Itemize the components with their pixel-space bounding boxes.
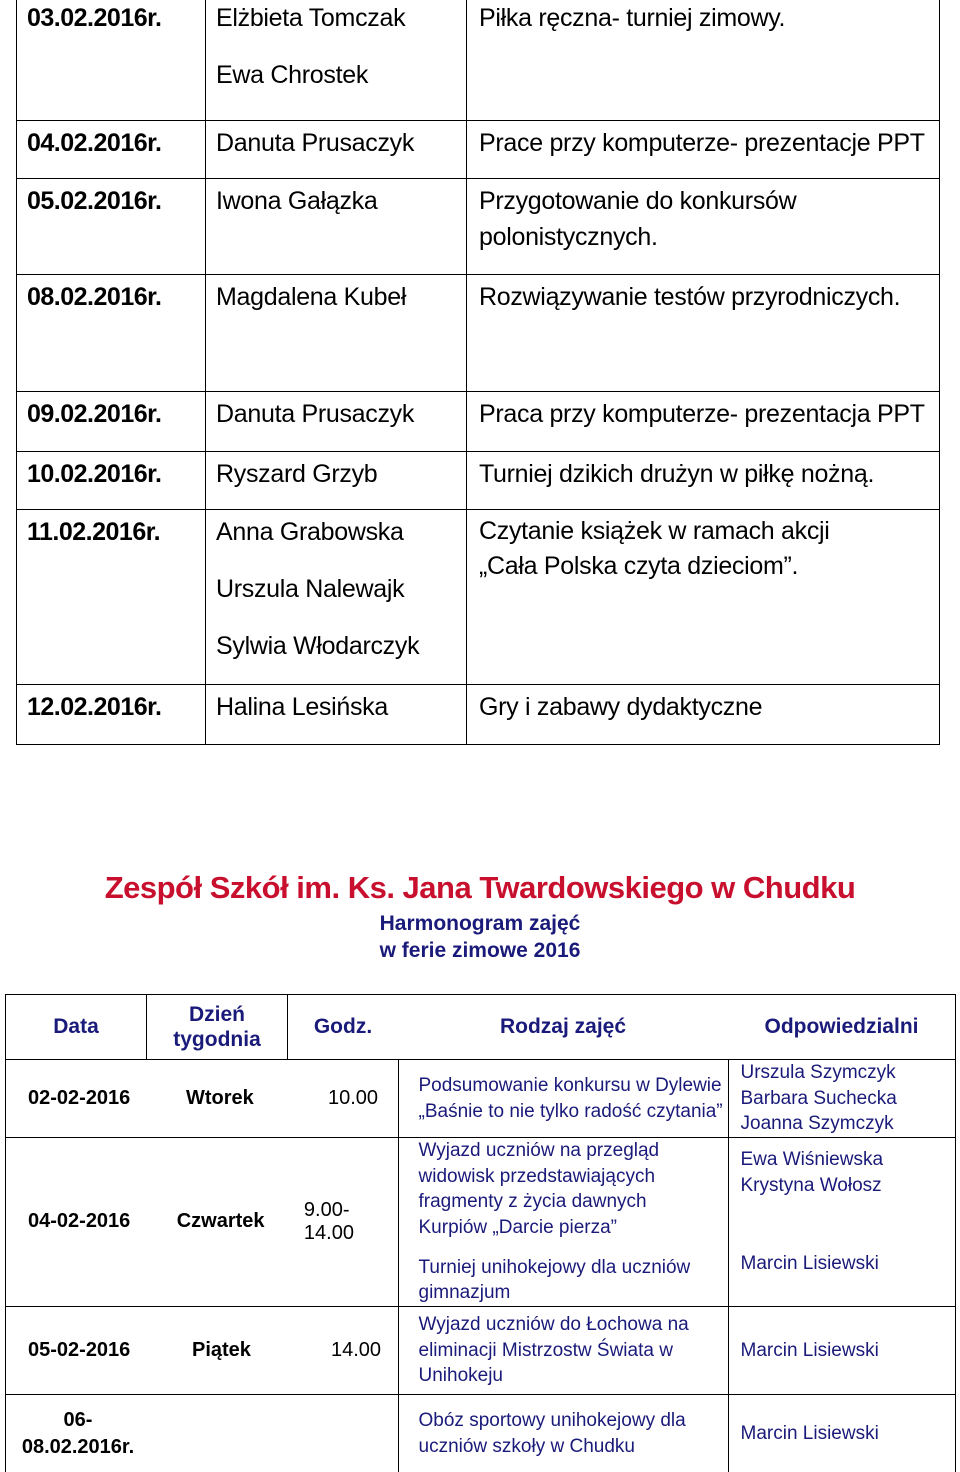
- date-cell: 11.02.2016r.: [17, 509, 206, 684]
- activity-cell: Obóz sportowy unihokejowy dla uczniów szkoły w Chudku: [398, 1394, 728, 1472]
- day-value: Czwartek: [176, 1210, 265, 1233]
- hour-value: 9.00-14.00: [303, 1198, 354, 1244]
- person-name: Anna Grabowska: [216, 517, 404, 546]
- activity-cell: Piłka ręczna- turniej zimowy.: [467, 0, 940, 120]
- schedule-table: [16, 0, 940, 745]
- person-cell: Iwona Gałązka: [206, 178, 467, 274]
- table-row: [17, 0, 940, 120]
- table-row: [17, 178, 940, 274]
- responsible-name: Barbara Suchecka: [740, 1087, 897, 1109]
- date-cell: 09.02.2016r.: [17, 391, 206, 451]
- activity-cell: Praca przy komputerze- prezentacja PPT: [467, 391, 940, 451]
- responsible-name: Joanna Szymczyk: [740, 1113, 894, 1135]
- person-cell: Ryszard Grzyb: [206, 451, 467, 509]
- responsible-cell: [728, 1138, 956, 1307]
- header-activity: Rodzaj zajęć: [398, 995, 728, 1060]
- responsible-name: Krystyna Wołosz: [740, 1175, 882, 1197]
- activity-cell: Przygotowanie do konkursów polonistycznych.: [467, 178, 940, 274]
- date-cell: 05.02.2016r.: [17, 178, 206, 274]
- date-cell: 12.02.2016r.: [17, 684, 206, 744]
- day-value: Wtorek: [186, 1087, 254, 1109]
- activity-cell: Wyjazd uczniów do Łochowa na eliminacji Mistrzostw Świata w Unihokeju: [398, 1306, 728, 1394]
- person-cell: Halina Lesińska: [206, 684, 467, 744]
- table-row: [6, 1138, 956, 1307]
- date-cell: 10.02.2016r.: [17, 451, 206, 509]
- responsible-cell: Marcin Lisiewski: [728, 1306, 956, 1394]
- table-row: [17, 391, 940, 451]
- activity-cell: [398, 1138, 728, 1307]
- header-responsible: Odpowiedzialni: [728, 995, 956, 1060]
- date-cell: 04.02.2016r.: [17, 120, 206, 178]
- table-row: [6, 1394, 956, 1472]
- person-name: Urszula Nalewajk: [216, 574, 405, 603]
- harmonogram-table: [5, 994, 956, 1472]
- date-day-hour-cell: [6, 1394, 399, 1472]
- person-cell: [206, 0, 467, 120]
- school-title: Zespół Szkół im. Ks. Jana Twardowskiego w Chudku: [104, 870, 856, 905]
- activity-cell: Turniej dzikich drużyn w piłkę nożną.: [467, 451, 940, 509]
- activity-cell: Podsumowanie konkursu w Dylewie „Baśnie to nie tylko radość czytania”: [398, 1060, 728, 1138]
- schedule-subtitle: Harmonogram zajęć: [379, 912, 581, 935]
- day-value: Piątek: [192, 1338, 251, 1361]
- date-cell: 08.02.2016r.: [17, 274, 206, 391]
- person-name: Sylwia Włodarczyk: [216, 632, 420, 660]
- table-row: [17, 120, 940, 178]
- responsible-cell: Marcin Lisiewski: [728, 1394, 956, 1472]
- table-row: [6, 1306, 956, 1394]
- responsible-name: Marcin Lisiewski: [740, 1252, 879, 1274]
- table-row: [17, 274, 940, 391]
- header-day: [147, 995, 288, 1060]
- date-value: 05-02-2016: [28, 1338, 131, 1361]
- activity-cell: Rozwiązywanie testów przyrodniczych.: [467, 274, 940, 391]
- person-cell: Danuta Prusaczyk: [206, 120, 467, 178]
- hour-value: 14.00: [331, 1338, 382, 1361]
- header-row: [6, 995, 956, 1060]
- hour-value: 10.00: [328, 1087, 379, 1109]
- activity-item: Wyjazd uczniów na przegląd widowisk przedstawiających fragmenty z życia dawnych Kurpiów „Darcie pierza”: [418, 1140, 660, 1238]
- header-day-label: Dzień tygodnia: [173, 1002, 261, 1051]
- person-cell: Danuta Prusaczyk: [206, 391, 467, 451]
- date-day-hour-cell: [6, 1138, 399, 1307]
- responsible-cell: [728, 1060, 956, 1138]
- person-cell: Magdalena Kubeł: [206, 274, 467, 391]
- activity-cell: Prace przy komputerze- prezentacje PPT: [467, 120, 940, 178]
- activity-item: Turniej unihokejowy dla uczniów gimnazjum: [418, 1256, 691, 1304]
- table-row: [17, 451, 940, 509]
- date-day-hour-cell: [6, 1306, 399, 1394]
- date-cell: 03.02.2016r.: [17, 0, 206, 120]
- date-value: 06-08.02.2016r.: [21, 1408, 135, 1458]
- activity-cell: Gry i zabawy dydaktyczne: [467, 684, 940, 744]
- table-row: [17, 684, 940, 744]
- schedule-period: w ferie zimowe 2016: [379, 939, 581, 962]
- responsible-name: Ewa Wiśniewska: [740, 1149, 884, 1171]
- table-row: [17, 509, 940, 684]
- date-value: 04-02-2016: [28, 1210, 131, 1233]
- responsible-name: Urszula Szymczyk: [740, 1062, 896, 1084]
- date-value: 02-02-2016: [28, 1087, 131, 1109]
- date-day-hour-cell: [6, 1060, 399, 1138]
- person-name: Elżbieta Tomczak: [216, 4, 406, 32]
- table-row: [6, 1060, 956, 1138]
- header-hour: Godz.: [288, 995, 399, 1060]
- activity-cell: Czytanie książek w ramach akcji „Cała Polska czyta dzieciom”.: [467, 509, 940, 684]
- person-cell: [206, 509, 467, 684]
- header-date: Data: [6, 995, 147, 1060]
- person-name: Ewa Chrostek: [216, 61, 369, 90]
